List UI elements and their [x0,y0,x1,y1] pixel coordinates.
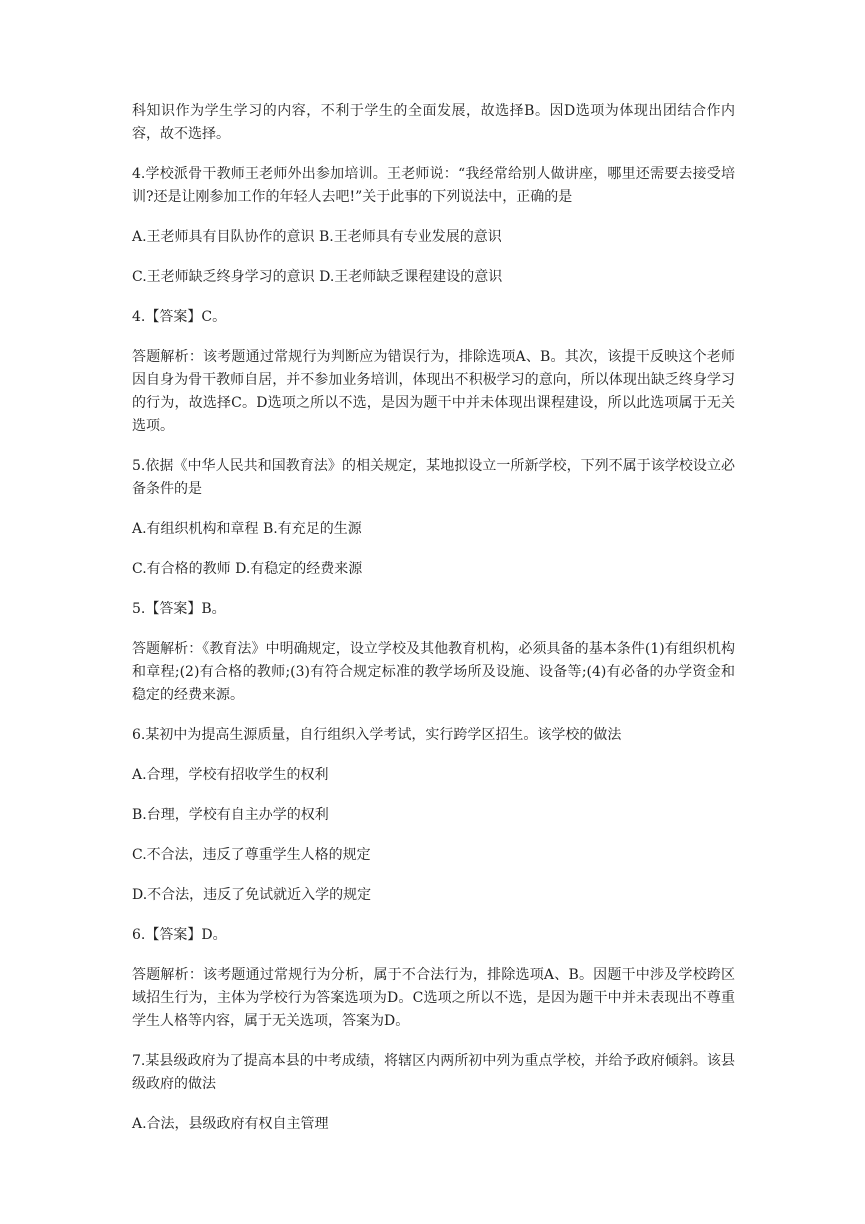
q6-explanation: 答题解析：该考题通过常规行为分析，属于不合法行为，排除选项A、B。因题干中涉及学校跨区域招生行为，主体为学校行为答案选项为D。C选项之所以不选，是因为题干中并未表现出不尊重学生人格等内容，属于无关选项，答案为D。 [132,967,735,1029]
q6-option-c: C.不合法，违反了尊重学生人格的规定 [132,847,371,863]
q6-option-a: A.合理，学校有招收学生的权利 [132,767,329,783]
question-7: 7.某县级政府为了提高本县的中考成绩，将辖区内两所初中列为重点学校，并给予政府倾斜。该县级政府的做法 [132,1053,735,1092]
question-6: 6.某初中为提高生源质量，自行组织入学考试，实行跨学区招生。该学校的做法 [132,727,622,743]
q4-options-cd: C.王老师缺乏终身学习的意识 D.王老师缺乏课程建设的意识 [132,269,503,285]
q4-options-ab: A.王老师具有目队协作的意识 B.王老师具有专业发展的意识 [132,229,502,245]
q6-option-d: D.不合法，违反了免试就近入学的规定 [132,887,372,903]
q4-explanation: 答题解析：该考题通过常规行为判断应为错误行为，排除选项A、B。其次，该提干反映这个老师因自身为骨干教师自居，并不参加业务培训，体现出不积极学习的意向，所以体现出缺乏终身学习的行为，故选择C。D选项之所以不选，是因为题干中并未体现出课程建设，所以此选项属于无关选项。 [132,349,735,434]
question-5: 5.依据《中华人民共和国教育法》的相关规定，某地拟设立一所新学校，下列不属于该学校设立必备条件的是 [132,458,735,497]
q6-answer: 6.【答案】D。 [132,927,227,943]
q5-options-ab: A.有组织机构和章程 B.有充足的生源 [132,521,362,537]
q4-answer: 4.【答案】C。 [132,309,227,325]
q5-answer: 5.【答案】B。 [132,601,226,617]
q6-option-b: B.台理，学校有自主办学的权利 [132,807,329,823]
question-4: 4.学校派骨干教师王老师外出参加培训。王老师说：“我经常给别人做讲座，哪里还需要去接受培训?还是让刚参加工作的年轻人去吧!”关于此事的下列说法中，正确的是 [132,166,735,205]
paragraph-q3-explanation-end: 科知识作为学生学习的内容，不利于学生的全面发展，故选择B。因D选项为体现出团结合作内容，故不选择。 [132,103,735,142]
q7-option-a: A.合法，县级政府有权自主管理 [132,1116,329,1132]
q5-explanation: 答题解析：《教育法》中明确规定，设立学校及其他教育机构，必须具备的基本条件(1)有组织机构和章程;(2)有合格的教师;(3)有符合规定标准的教学场所及设施、设备等;(4)有必备的办学资金和稳定的经费来源。 [132,641,735,703]
q5-options-cd: C.有合格的教师 D.有稳定的经费来源 [132,561,363,577]
